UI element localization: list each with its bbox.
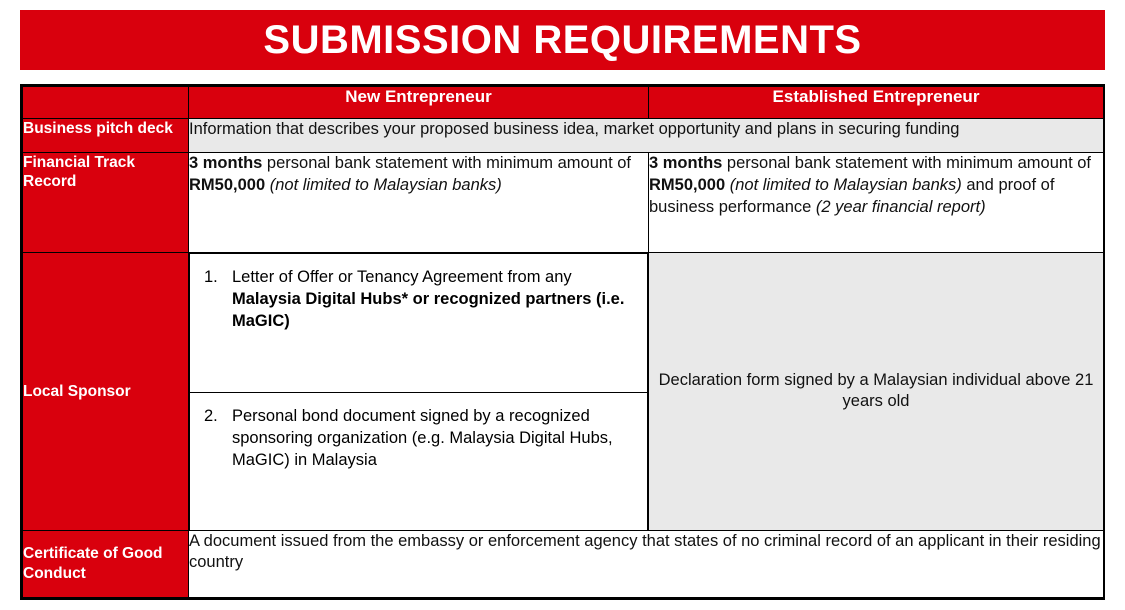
list-item-text	[232, 266, 635, 332]
ftr-new-bold-amount: RM50,000	[189, 175, 266, 194]
table-row	[23, 530, 1104, 597]
ftr-est-bold-amount: RM50,000	[649, 175, 726, 194]
ftr-est-text-2: and proof of business performance	[649, 175, 1055, 216]
ftr-est-text-1: personal bank statement with minimum amount of	[722, 154, 1092, 173]
cell-business-pitch-deck-shared: Information that describes your proposed business idea, market opportunity and plans in securing funding	[189, 118, 1104, 152]
ftr-est-italic-1: (not limited to Malaysian banks)	[725, 175, 962, 194]
title-banner	[20, 10, 1105, 70]
list-item	[190, 254, 648, 392]
header-established-entrepreneur: Established Entrepreneur	[649, 87, 1104, 119]
requirements-table-container	[20, 84, 1105, 600]
table-row	[23, 118, 1104, 152]
cell-local-sponsor-new	[189, 253, 649, 530]
row-label-business-pitch-deck: Business pitch deck	[23, 118, 189, 152]
header-blank-cell	[23, 87, 189, 119]
ftr-est-italic-2: (2 year financial report)	[815, 197, 986, 216]
requirements-table	[22, 86, 1104, 598]
row-label-financial-track-record: Financial Track Record	[23, 153, 189, 253]
list-item-number: 2.	[204, 406, 218, 425]
local-sponsor-list	[189, 253, 648, 529]
header-new-entrepreneur: New Entrepreneur	[189, 87, 649, 119]
ftr-new-bold-months: 3 months	[189, 154, 263, 173]
cell-financial-track-record-new	[189, 153, 649, 253]
ftr-new-italic-1: (not limited to Malaysian banks)	[265, 175, 502, 194]
row-label-certificate-of-good-conduct: Certificate of Good Conduct	[23, 530, 189, 597]
table-row	[23, 253, 1104, 530]
list-item	[190, 392, 648, 530]
table-row	[23, 153, 1104, 253]
table-header-row	[23, 87, 1104, 119]
cell-financial-track-record-established	[649, 153, 1104, 253]
ls-item1-text: Letter of Offer or Tenancy Agreement from any	[232, 268, 572, 287]
cell-certificate-of-good-conduct-shared: A document issued from the embassy or enforcement agency that states of no criminal record of an applicant in their residing country	[189, 530, 1104, 597]
ftr-est-bold-months: 3 months	[649, 154, 723, 173]
list-item-text: Personal bond document signed by a recognized sponsoring organization (e.g. Malaysia Digital Hubs, MaGIC) in Malaysia	[232, 406, 613, 469]
ftr-new-text-1: personal bank statement with minimum amount of	[262, 154, 632, 173]
cell-local-sponsor-established: Declaration form signed by a Malaysian individual above 21 years old	[649, 253, 1104, 530]
list-item-number: 1.	[204, 268, 218, 287]
ls-item1-bold: Malaysia Digital Hubs* or recognized partners (i.e. MaGIC)	[232, 290, 625, 331]
page-title: SUBMISSION REQUIREMENTS	[263, 18, 862, 62]
row-label-local-sponsor: Local Sponsor	[23, 253, 189, 530]
